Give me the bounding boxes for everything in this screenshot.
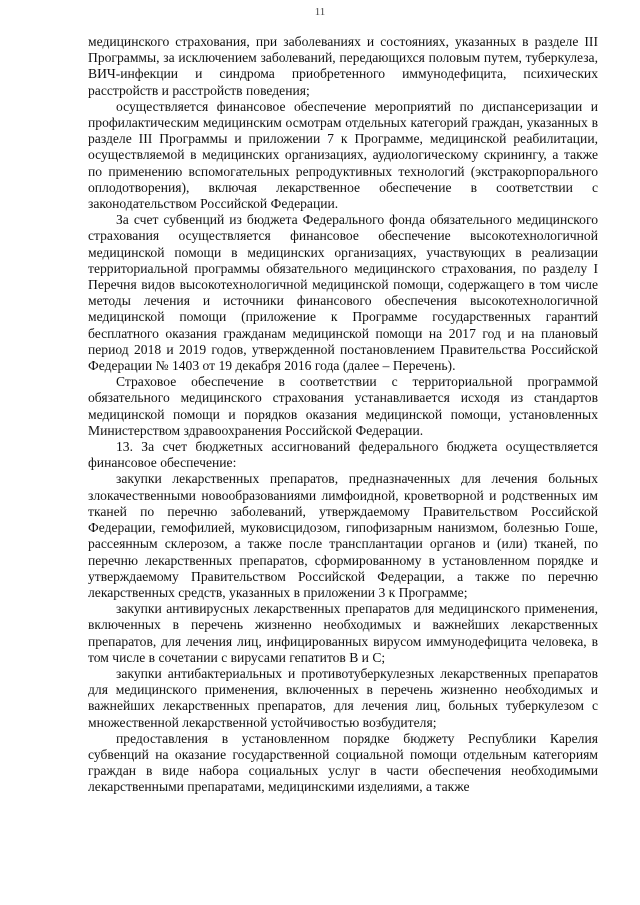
paragraph: медицинского страхования, при заболеваниях и состояниях, указанных в разделе III Программы, за исключением заболеваний, передающихся половым путем, туберкулеза, ВИЧ-инфекции и синдрома приобретенного иммунодефицита, психических расстройств и расстройств поведения; [88,34,598,98]
paragraph: За счет субвенций из бюджета Федерального фонда обязательного медицинского страхования осуществляется финансовое обеспечение высокотехнологичной медицинской помощи в медицинских организациях, участвующих в реализации территориальной программы обязательного медицинского страхования, по разделу I Перечня видов высокотехнологичной медицинской помощи, содержащего в том числе методы лечения и источники финансового обеспечения высокотехнологичной медицинской помощи (приложение к Программе государственных гарантий бесплатного оказания гражданам медицинской помощи на 2017 год и на плановый период 2018 и 2019 годов, утвержденной постановлением Правительства Российской Федерации № 1403 от 19 декабря 2016 года (далее – Перечень). [88,212,598,374]
page-number: 11 [314,6,326,18]
document-body [88,34,598,796]
paragraph: Страховое обеспечение в соответствии с территориальной программой обязательного медицинского страхования устанавливается исходя из стандартов медицинской помощи и порядков оказания медицинской помощи, установленных Министерством здравоохранения Российской Федерации. [88,374,598,438]
paragraph: закупки антивирусных лекарственных препаратов для медицинского применения, включенных в перечень жизненно необходимых и важнейших лекарственных препаратов, для лечения лиц, инфицированных вирусом иммунодефицита человека, в том числе в сочетании с вирусами гепатитов В и С; [88,601,598,665]
paragraph: 13. За счет бюджетных ассигнований федерального бюджета осуществляется финансовое обеспечение: [88,439,598,471]
paragraph: закупки лекарственных препаратов, предназначенных для лечения больных злокачественными новообразованиями лимфоидной, кроветворной и родственных им тканей по перечню заболеваний, утверждаемому Правительством Российской Федерации, гемофилией, муковисцидозом, гипофизарным нанизмом, болезнью Гоше, рассеянным склерозом, а также после трансплантации органов и (или) тканей, по перечню лекарственных препаратов, сформированному в установленном порядке и утверждаемому Правительством Российской Федерации, а также по перечню лекарственных средств, указанных в приложении 3 к Программе; [88,471,598,600]
paragraph: закупки антибактериальных и противотуберкулезных лекарственных препаратов для медицинского применения, включенных в перечень жизненно необходимых и важнейших лекарственных препаратов, для лечения лиц, больных туберкулезом с множественной лекарственной устойчивостью возбудителя; [88,665,598,730]
paragraph: осуществляется финансовое обеспечение мероприятий по диспансеризации и профилактическим медицинским осмотрам отдельных категорий граждан, указанных в разделе III Программы и приложении 7 к Программе, медицинской реабилитации, осуществляемой в медицинских организациях, аудиологическому скринингу, а также по применению вспомогательных репродуктивных технологий (экстракорпорального оплодотворения), включая лекарственное обеспечение в соответствии с законодательством Российской Федерации. [88,98,598,212]
paragraph: предоставления в установленном порядке бюджету Республики Карелия субвенций на оказание государственной социальной помощи отдельным категориям граждан в виде набора социальных услуг в части обеспечения необходимыми лекарственными препаратами, медицинскими изделиями, а также [88,730,598,795]
